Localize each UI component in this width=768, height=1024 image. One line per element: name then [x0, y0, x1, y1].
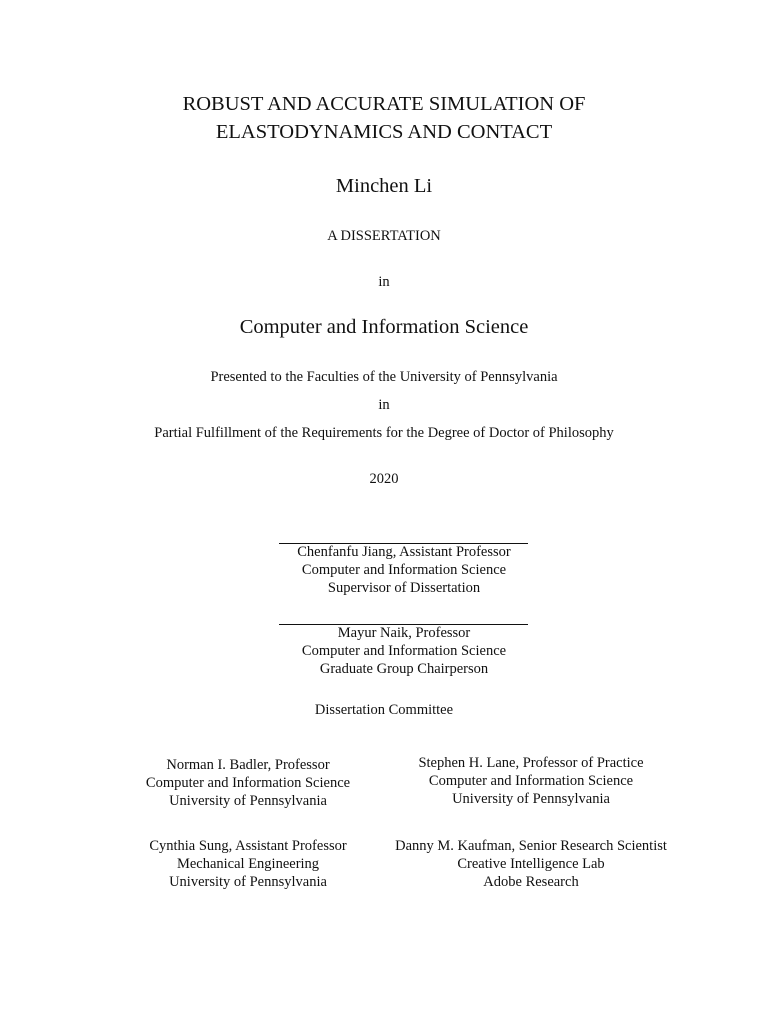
committee-member-name: Stephen H. Lane, Professor of Practice — [418, 755, 644, 771]
chair-department: Computer and Information Science — [301, 643, 507, 659]
in-connector-2: in — [378, 397, 390, 413]
supervisor-block — [254, 543, 554, 597]
dissertation-title-line-2: ELASTODYNAMICS AND CONTACT — [215, 121, 553, 143]
chair-name: Mayur Naik, Professor — [337, 625, 471, 641]
committee-heading: Dissertation Committee — [314, 702, 454, 718]
department-name: Computer and Information Science — [239, 316, 529, 338]
supervisor-role: Supervisor of Dissertation — [327, 580, 481, 596]
committee-member-department: Computer and Information Science — [145, 775, 351, 791]
in-connector: in — [378, 274, 390, 290]
supervisor-department: Computer and Information Science — [301, 562, 507, 578]
author-name: Minchen Li — [335, 175, 433, 197]
chair-role: Graduate Group Chairperson — [319, 661, 489, 677]
fulfillment-statement: Partial Fulfillment of the Requirements for the Degree of Doctor of Philosophy — [154, 425, 614, 441]
committee-member-department: Mechanical Engineering — [176, 856, 320, 872]
committee-member-name: Cynthia Sung, Assistant Professor — [149, 838, 347, 854]
committee-member-department: Computer and Information Science — [428, 773, 634, 789]
committee-member-affiliation: University of Pennsylvania — [169, 793, 327, 809]
supervisor-name: Chenfanfu Jiang, Assistant Professor — [297, 544, 511, 560]
committee-member-department: Creative Intelligence Lab — [457, 856, 605, 872]
chair-block — [254, 624, 554, 678]
presented-statement: Presented to the Faculties of the University of Pennsylvania — [210, 369, 558, 385]
committee-member-affiliation: University of Pennsylvania — [169, 874, 327, 890]
committee-member-affiliation: University of Pennsylvania — [452, 791, 610, 807]
committee-member — [381, 754, 681, 808]
committee-member-affiliation: Adobe Research — [483, 874, 579, 890]
committee-member — [98, 756, 398, 810]
committee-member-name: Danny M. Kaufman, Senior Research Scientist — [395, 838, 667, 854]
dissertation-title-line-1: ROBUST AND ACCURATE SIMULATION OF — [182, 93, 586, 115]
document-type: A DISSERTATION — [327, 228, 441, 244]
year: 2020 — [369, 471, 399, 487]
committee-member — [381, 837, 681, 891]
committee-member-name: Norman I. Badler, Professor — [166, 757, 330, 773]
committee-member — [98, 837, 398, 891]
